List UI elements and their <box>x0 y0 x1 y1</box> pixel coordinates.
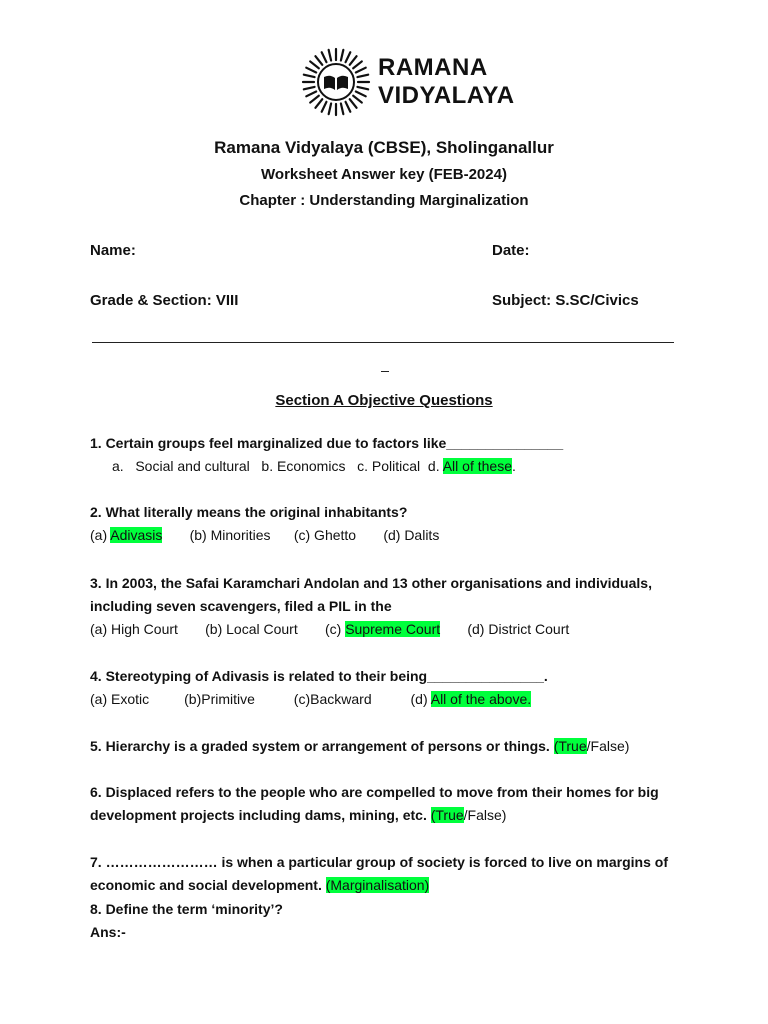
question-3 <box>90 572 680 641</box>
question-text-line-2: development projects including dams, mining, etc. <box>90 807 431 823</box>
emblem-ray <box>304 87 315 89</box>
options <box>90 618 680 641</box>
question-line-2 <box>90 874 680 897</box>
emblem-ray <box>356 68 366 73</box>
question-text-line-1: 3. In 2003, the Safai Karamchari Andolan and 13 other organisations and individuals, <box>90 575 652 591</box>
options-text: (a) High Court (b) Local Court (c) <box>90 621 346 637</box>
chapter-title: Chapter : Understanding Marginalization <box>239 192 529 209</box>
question-line <box>90 735 680 758</box>
answer-tail: /False) <box>463 807 507 823</box>
question-4 <box>90 665 680 711</box>
answer-highlight: (Marginalisation) <box>325 877 430 893</box>
emblem-ray <box>304 75 315 77</box>
question-text-line-1: 7. …………………… is when a particular group of society is forced to live on margins of <box>90 854 668 870</box>
emblem-ray <box>356 92 366 97</box>
question-6 <box>90 781 680 827</box>
question-text-line-1: 6. Displaced refers to the people who are compelled to move from their homes for big <box>90 784 659 800</box>
options <box>90 524 680 547</box>
question-text: 5. Hierarchy is a graded system or arrangement of persons or things. <box>90 738 554 754</box>
emblem-ray <box>329 103 331 114</box>
emblem-ray <box>357 87 368 89</box>
question-line-2 <box>90 804 680 827</box>
emblem-ray <box>315 99 322 108</box>
question-2 <box>90 501 680 547</box>
emblem-ray <box>346 102 351 112</box>
date-field: Date: <box>492 242 530 259</box>
brand-line-1: RAMANA <box>378 54 488 81</box>
emblem-ray <box>353 96 362 103</box>
emblem-ray <box>322 52 327 62</box>
emblem-ray <box>346 52 351 62</box>
brand-line-2: VIDYALAYA <box>378 82 515 109</box>
question-text: 2. What literally means the original inhabitants? <box>90 504 408 520</box>
answer-label: Ans:- <box>90 924 126 940</box>
answer-highlight: All of the above. <box>430 691 532 707</box>
grade-field: Grade & Section: VIII <box>90 292 239 309</box>
options-tail: . <box>511 458 516 474</box>
answer-highlight: (True <box>553 738 587 754</box>
question-5 <box>90 735 680 758</box>
emblem-ray <box>353 61 362 68</box>
school-logo <box>300 44 540 120</box>
question-1 <box>90 432 680 478</box>
emblem-ray <box>341 103 343 114</box>
options-tail: (b) Minorities (c) Ghetto (d) Dalits <box>162 527 440 543</box>
emblem-ray <box>350 56 357 65</box>
question-7 <box>90 851 680 897</box>
emblem-ray <box>310 96 319 103</box>
options-tail: (d) District Court <box>440 621 570 637</box>
question-text: 8. Define the term ‘minority’? <box>90 901 283 917</box>
emblem-ray <box>322 102 327 112</box>
emblem-ray <box>357 75 368 77</box>
answer-highlight: Supreme Court <box>345 621 441 637</box>
emblem-ray <box>350 99 357 108</box>
options <box>90 455 680 478</box>
options-text: a. Social and cultural b. Economics c. Political d. <box>112 458 443 474</box>
emblem-ray <box>329 50 331 61</box>
emblem-ray <box>306 68 316 73</box>
answer-tail: /False) <box>586 738 630 754</box>
divider-line <box>92 342 674 343</box>
question-text: 4. Stereotyping of Adivasis is related to their being_______________. <box>90 668 548 684</box>
section-title: Section A Objective Questions <box>275 392 493 409</box>
emblem-ray <box>315 56 322 65</box>
emblem-ray <box>310 61 319 68</box>
school-title: Ramana Vidyalaya (CBSE), Sholinganallur <box>214 138 554 157</box>
answer-highlight: All of these <box>442 458 512 474</box>
answer-highlight: (True <box>430 807 464 823</box>
name-field: Name: <box>90 242 136 259</box>
subject-field: Subject: S.SC/Civics <box>492 292 639 309</box>
divider-tail <box>381 371 389 372</box>
options-text: (a) Exotic (b)Primitive (c)Backward (d) <box>90 691 431 707</box>
options <box>90 688 680 711</box>
worksheet-title: Worksheet Answer key (FEB-2024) <box>261 166 507 183</box>
options-text: (a) <box>90 527 111 543</box>
question-8 <box>90 898 680 944</box>
question-text: 1. Certain groups feel marginalized due to factors like_______________ <box>90 435 564 451</box>
emblem-ray <box>341 50 343 61</box>
book-emblem-icon <box>300 44 372 120</box>
question-text-line-2: economic and social development. <box>90 877 326 893</box>
emblem-ray <box>306 92 316 97</box>
question-text-line-2: including seven scavengers, filed a PIL in the <box>90 598 392 614</box>
answer-highlight: Adivasis <box>110 527 163 543</box>
